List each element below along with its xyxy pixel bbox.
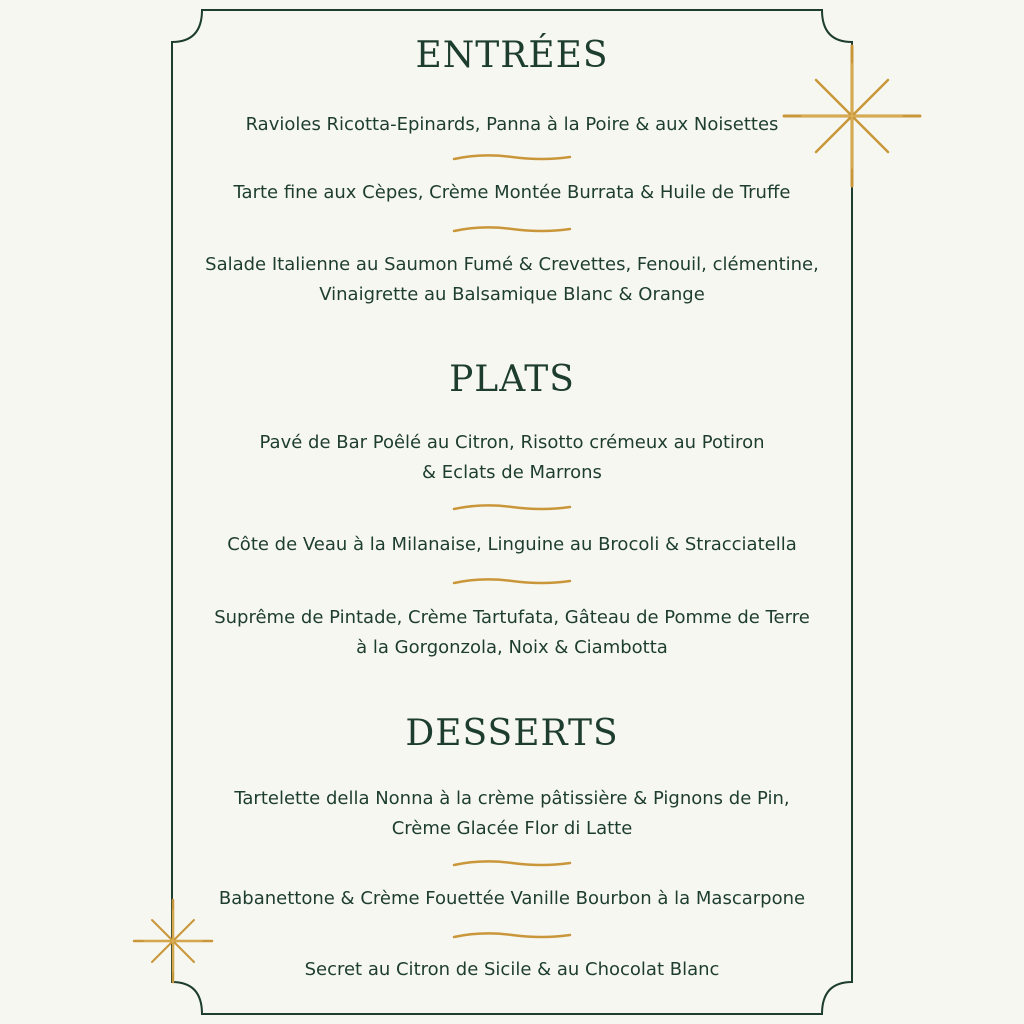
menu-item-line: Crème Glacée Flor di Latte bbox=[391, 818, 633, 839]
menu-item-line: Tartelette della Nonna à la crème pâtissière & Pignons de Pin, bbox=[234, 788, 790, 809]
menu-item-line: Vinaigrette au Balsamique Blanc & Orange bbox=[319, 284, 705, 305]
gold-swash-divider-icon bbox=[452, 858, 572, 870]
section-title-entrees: ENTRÉES bbox=[415, 35, 609, 76]
menu-item-line: Ravioles Ricotta-Epinards, Panna à la Poire & aux Noisettes bbox=[245, 114, 779, 135]
gold-swash-divider-icon bbox=[452, 152, 572, 164]
menu-item-line: Pavé de Bar Poêlé au Citron, Risotto crémeux au Potiron bbox=[259, 432, 765, 453]
gold-swash-divider-icon bbox=[452, 224, 572, 236]
menu-item bbox=[162, 530, 862, 560]
gold-swash-divider-icon bbox=[452, 576, 572, 588]
gold-swash-divider-icon bbox=[452, 502, 572, 514]
menu-item bbox=[162, 603, 862, 663]
menu-item bbox=[162, 784, 862, 844]
gold-sparkle-star-icon bbox=[132, 898, 214, 984]
menu-item-line: Suprême de Pintade, Crème Tartufata, Gâteau de Pomme de Terre bbox=[214, 607, 810, 628]
menu-item bbox=[162, 178, 862, 208]
menu-item-line: Côte de Veau à la Milanaise, Linguine au Brocoli & Stracciatella bbox=[227, 534, 797, 555]
menu-item-line: Secret au Citron de Sicile & au Chocolat Blanc bbox=[304, 959, 720, 980]
menu-item bbox=[162, 955, 862, 985]
menu-item bbox=[162, 884, 862, 914]
menu-item-line: & Eclats de Marrons bbox=[422, 462, 602, 483]
menu-item-line: Salade Italienne au Saumon Fumé & Crevettes, Fenouil, clémentine, bbox=[205, 254, 819, 275]
section-title-desserts: DESSERTS bbox=[405, 713, 619, 754]
menu-item bbox=[162, 250, 862, 310]
menu-item-line: Babanettone & Crème Fouettée Vanille Bourbon à la Mascarpone bbox=[218, 888, 806, 909]
gold-sparkle-star-icon bbox=[782, 44, 922, 188]
menu-item-line: Tarte fine aux Cèpes, Crème Montée Burrata & Huile de Truffe bbox=[233, 182, 791, 203]
menu-item-line: à la Gorgonzola, Noix & Ciambotta bbox=[356, 637, 668, 658]
section-title-plats: PLATS bbox=[449, 359, 575, 400]
menu-item bbox=[162, 110, 862, 140]
menu-item bbox=[162, 428, 862, 488]
gold-swash-divider-icon bbox=[452, 930, 572, 942]
